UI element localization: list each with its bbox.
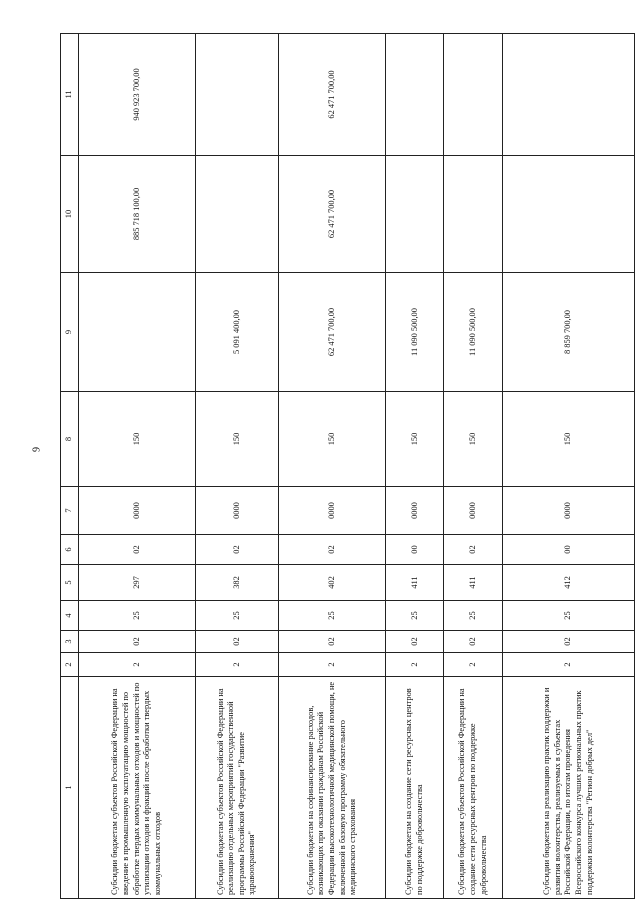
amount-cell xyxy=(444,156,503,273)
code-cell: 402 xyxy=(279,565,386,601)
amount-cell xyxy=(195,156,278,273)
code-cell: 0000 xyxy=(195,487,278,535)
amount-cell xyxy=(444,34,503,156)
row-description: Субсидии бюджетам субъектов Российской Федерации на реализацию отдельных мероприятий государственной программы Российской Федерации "Развитие здравоохранения" xyxy=(195,677,278,899)
amount-cell xyxy=(386,34,444,156)
code-cell: 25 xyxy=(386,601,444,631)
code-cell: 00 xyxy=(386,535,444,565)
code-cell: 2 xyxy=(386,653,444,677)
table-row xyxy=(78,34,195,899)
column-header: 2 xyxy=(61,653,79,677)
row-description: Субсидии бюджетам на софинансирование расходов, возникающих при оказании гражданам Российской Федерации высокотехнологичной медицинской помощи, не включенной в базовую программу обязательного медицинского страхования xyxy=(279,677,386,899)
code-cell: 150 xyxy=(78,392,195,487)
code-cell: 0000 xyxy=(78,487,195,535)
code-cell: 2 xyxy=(503,653,635,677)
table-row xyxy=(386,34,444,899)
column-header: 3 xyxy=(61,631,79,653)
row-description: Субсидии бюджетам на создание сети ресурсных центров по поддержке добровольчества xyxy=(386,677,444,899)
row-description: Субсидии бюджетам субъектов Российской Федерации на создание сети ресурсных центров по поддержке добровольчества xyxy=(444,677,503,899)
column-header: 6 xyxy=(61,535,79,565)
code-cell: 150 xyxy=(386,392,444,487)
code-cell: 411 xyxy=(444,565,503,601)
code-cell: 150 xyxy=(444,392,503,487)
code-cell: 02 xyxy=(279,535,386,565)
code-cell: 25 xyxy=(444,601,503,631)
code-cell: 25 xyxy=(503,601,635,631)
code-cell: 02 xyxy=(78,631,195,653)
code-cell: 00 xyxy=(503,535,635,565)
amount-cell xyxy=(503,34,635,156)
code-cell: 0000 xyxy=(503,487,635,535)
code-cell: 25 xyxy=(279,601,386,631)
column-header: 4 xyxy=(61,601,79,631)
code-cell: 2 xyxy=(444,653,503,677)
code-cell: 0000 xyxy=(386,487,444,535)
code-cell: 411 xyxy=(386,565,444,601)
code-cell: 150 xyxy=(195,392,278,487)
budget-table-container xyxy=(60,34,635,899)
amount-cell: 11 090 500,00 xyxy=(386,273,444,392)
code-cell: 02 xyxy=(444,535,503,565)
code-cell: 02 xyxy=(78,535,195,565)
row-description: Субсидии бюджетам на реализацию практик поддержки и развития волонтерства, реализуемых в субъектах Российской Федерации, по итогам проведения Всероссийского конкурса лучших региональных практик поддержки волонтерства "Регион добрых дел" xyxy=(503,677,635,899)
code-cell: 2 xyxy=(279,653,386,677)
code-cell: 150 xyxy=(503,392,635,487)
code-cell: 0000 xyxy=(279,487,386,535)
table-row xyxy=(444,34,503,899)
code-cell: 2 xyxy=(195,653,278,677)
amount-cell xyxy=(78,273,195,392)
code-cell: 02 xyxy=(195,535,278,565)
budget-table xyxy=(60,33,635,899)
code-cell: 382 xyxy=(195,565,278,601)
amount-cell: 885 718 100,00 xyxy=(78,156,195,273)
code-cell: 02 xyxy=(444,631,503,653)
table-row xyxy=(195,34,278,899)
code-cell: 412 xyxy=(503,565,635,601)
amount-cell: 62 471 700,00 xyxy=(279,273,386,392)
table-row xyxy=(279,34,386,899)
column-header: 9 xyxy=(61,273,79,392)
code-cell: 25 xyxy=(78,601,195,631)
code-cell: 150 xyxy=(279,392,386,487)
amount-cell: 5 091 400,00 xyxy=(195,273,278,392)
code-cell: 297 xyxy=(78,565,195,601)
code-cell: 02 xyxy=(279,631,386,653)
code-cell: 02 xyxy=(195,631,278,653)
amount-cell xyxy=(503,156,635,273)
code-cell: 02 xyxy=(386,631,444,653)
amount-cell: 11 090 500,00 xyxy=(444,273,503,392)
amount-cell xyxy=(195,34,278,156)
column-header: 11 xyxy=(61,34,79,156)
code-cell: 25 xyxy=(195,601,278,631)
column-header: 5 xyxy=(61,565,79,601)
amount-cell: 8 859 700,00 xyxy=(503,273,635,392)
amount-cell xyxy=(386,156,444,273)
code-cell: 2 xyxy=(78,653,195,677)
column-header: 7 xyxy=(61,487,79,535)
column-header: 1 xyxy=(61,677,79,899)
column-header: 10 xyxy=(61,156,79,273)
header-row xyxy=(61,34,79,899)
amount-cell: 62 471 700,00 xyxy=(279,156,386,273)
row-description: Субсидии бюджетам субъектов Российской Федерации на введение в промышленную эксплуатацию мощностей по обработке твердых коммунальных отходов и мощностей по утилизации отходов и фракций после обработки твердых коммунальных отходов xyxy=(78,677,195,899)
page-number: 9 xyxy=(31,447,43,452)
amount-cell: 940 923 700,00 xyxy=(78,34,195,156)
code-cell: 02 xyxy=(503,631,635,653)
table-row xyxy=(503,34,635,899)
column-header: 8 xyxy=(61,392,79,487)
amount-cell: 62 471 700,00 xyxy=(279,34,386,156)
code-cell: 0000 xyxy=(444,487,503,535)
